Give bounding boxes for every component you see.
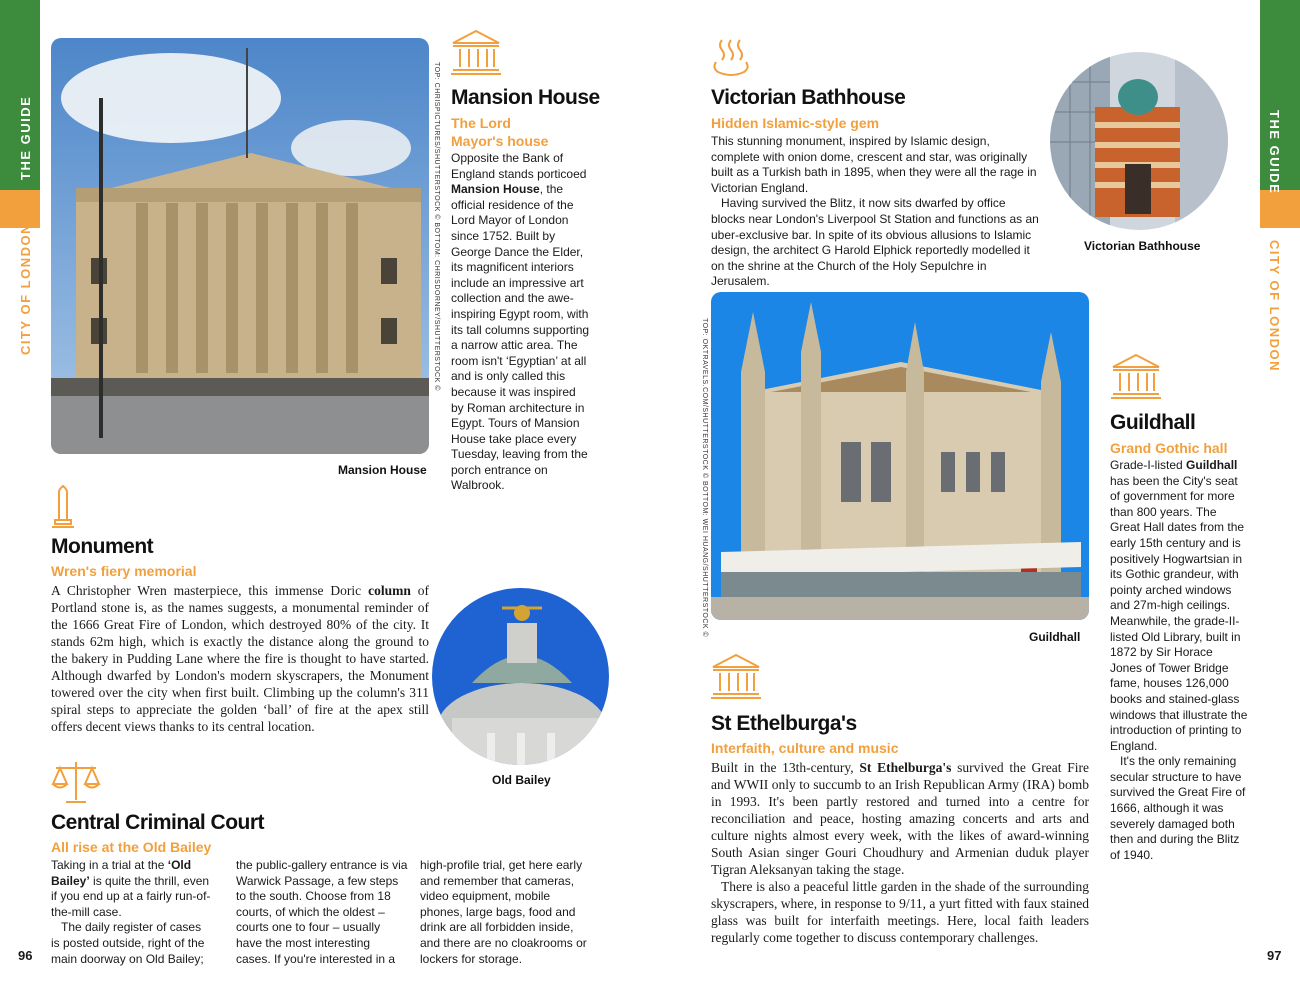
mansion-house-body: Opposite the Bank of England stands porticoed Mansion House, the official residence of the Lord Mayor of London since 1752. Built by George Dance the Elder, its magnificent interiors include an impressive art collection and the awe-inspiring Egypt room, with its tall columns supporting a narrow attic area. The room isn't ‘Egyptian’ at all and is only called this because it was inspired by Roman architecture in Egypt. Tours of Mansion House take place every Tuesday, leaving from the porch entrance on Walbrook. [451,151,590,493]
guildhall-title: Guildhall [1110,411,1196,434]
mansion-house-title: Mansion House [451,86,600,109]
victorian-bathhouse-para2: Having survived the Blitz, it now sits dwarfed by office blocks near London's Liverpool St Station and functions as an uber-exclusive bar. In spite of its obvious allusions to Islamic design, the architect G Harold Elphick reportedly modelled it on the shrine at the Church of the Holy Sepulchre in Jerusalem. [711,196,1039,289]
mansion-house-subtitle-line1: The Lord [451,115,511,131]
central-criminal-court-title: Central Criminal Court [51,811,265,834]
mansion-house-photo [51,38,429,454]
st-ethelburgas-body-bold: St Ethelburga's [859,760,952,775]
right-section-tab [1260,190,1300,228]
st-ethelburgas-title: St Ethelburga's [711,712,857,735]
guildhall-caption: Guildhall [1029,630,1081,644]
guildhall-body: Grade-I-listed Guildhall has been the City's seat of government for more than 800 years. The Great Hall dates from the early 15th century and is positively Hogwartsian in its Gothic grandeur, with pointy arched windows and 27m-high ceilings. Meanwhile, the grade-II-listed Old Library, built in 1872 by Sir Horace Jones of Tower Bridge fame, houses 126,000 books and stained-glass windows that illustrate the introduction of printing to England. It's the only remaining secular structure to have survived the Great Fire of 1666, although it was severely damaged both then and during the Blitz of 1940. [1110,458,1248,862]
photo-credit-right: TOP: OKTRAVELS.COM/SHUTTERSTOCK © BOTTOM: WEI HUANG/SHUTTERSTOCK © [701,318,708,638]
st-ethelburgas-para2: There is also a peaceful little garden in the shade of the surrounding skyscrapers, where, in response to 9/11, a yurt fitted with faux stained glass was built for interfaith meetings. Here, local faith leaders regularly come together to discuss contemporary challenges. [711,879,1089,945]
victorian-bathhouse-subtitle: Hidden Islamic-style gem [711,115,880,131]
hot-spring-icon [710,36,752,78]
page-number-right: 97 [1267,948,1282,963]
columned-building-icon [450,28,502,76]
guildhall-body-bold: Guildhall [1186,458,1238,472]
victorian-bathhouse-body [711,134,1041,290]
ccc-col1-para2: The daily register of cases is posted outside, right of the main doorway on Old Bailey; [51,920,205,966]
monument-title: Monument [51,535,154,558]
page-number-left: 96 [18,948,33,963]
monument-column-icon [50,484,76,528]
ccc-column-3: high-profile trial, get here early and remember that cameras, video equipment, mobile phones, large bags, food and drink are all forbidden inside, and there are no cloakrooms or lockers for storage. [420,858,587,966]
victorian-bathhouse-photo [1050,52,1228,230]
ccc-column-2: the public-gallery entrance is via Warwick Passage, a few steps to the south. Choose from 18 courts, of which the oldest – courts one to four – usually have the most interesting cases. If you're interested in a [236,858,408,966]
victorian-bathhouse-title: Victorian Bathhouse [711,86,906,109]
guildhall-para2: It's the only remaining secular structure to have survived the Great Fire of 1666, although it was severely damaged both then and during the Blitz of 1940. [1110,754,1246,862]
monument-body: A Christopher Wren masterpiece, this immense Doric column of Portland stone is, as the names suggests, a monumental reminder of the 1666 Great Fire of London, which destroyed 80% of the city. It stands 62m high, which is exactly the distance along the ground to the bakery in Pudding Lane where the fire is thought to have started. Although dwarfed by London's modern skyscrapers, the Monument towered over the city when first built. Climbing up the column's 311 spiral steps to appreciate the golden ‘ball’ of fire at the apex still offers decent views thanks to its central location. [51,583,429,734]
central-criminal-court-subtitle: All rise at the Old Bailey [51,839,212,855]
columned-building-icon [1110,352,1162,400]
ccc-body-bold: ‘Old Bailey’ [51,858,192,888]
left-section-label: CITY OF LONDON [18,223,33,355]
monument-body-bold: column [368,583,411,598]
ccc-column-1: Taking in a trial at the ‘Old Bailey’ is quite the thrill, even if you end up at a fairly run-of-the-mill case. The daily register of cases is posted outside, right of the main doorway on Old Bailey; [51,858,213,967]
old-bailey-photo [432,588,609,765]
right-section-label: CITY OF LONDON [1267,240,1282,372]
right-guide-label: THE GUIDE [1267,110,1282,195]
monument-subtitle: Wren's fiery memorial [51,563,197,579]
st-ethelburgas-subtitle: Interfaith, culture and music [711,740,899,756]
photo-credit-left: TOP: CHRISPICTURES/SHUTTERSTOCK © BOTTOM: CHRISDORNEY/SHUTTERSTOCK © [433,62,440,391]
mansion-house-subtitle-line2: Mayor's house [451,133,549,149]
guildhall-photo [711,292,1089,620]
old-bailey-caption: Old Bailey [492,773,551,787]
mansion-house-body-bold: Mansion House [451,182,540,197]
victorian-bathhouse-para1: This stunning monument, inspired by Islamic design, complete with onion dome, crescent and star, was originally built as a Turkish bath in 1895, when they were all the rage in Victorian England. [711,134,1037,195]
scales-of-justice-icon [50,760,102,804]
columned-building-icon [710,652,762,700]
victorian-bathhouse-caption: Victorian Bathhouse [1084,239,1201,253]
left-guide-label: THE GUIDE [18,95,33,180]
st-ethelburgas-body: Built in the 13th-century, St Ethelburga's survived the Great Fire and WWII only to succumb to an Irish Republican Army (IRA) bomb in 1993. It's been partly restored and turned into a centre for reconciliation and peace, hosting amazing concerts and arts and culture nights almost every week, with the likes of award-winning South Asian singer Gouri Choudhury and Armenian duduk player Tigran Aleksanyan taking the stage. There is also a peaceful little garden in the shade of the surrounding skyscrapers, where, in response to 9/11, a yurt fitted with faux stained glass was built for interfaith meetings. Here, local faith leaders regularly come together to discuss contemporary challenges. [711,760,1089,945]
mansion-house-caption: Mansion House [338,463,427,477]
guildhall-subtitle: Grand Gothic hall [1110,440,1228,456]
